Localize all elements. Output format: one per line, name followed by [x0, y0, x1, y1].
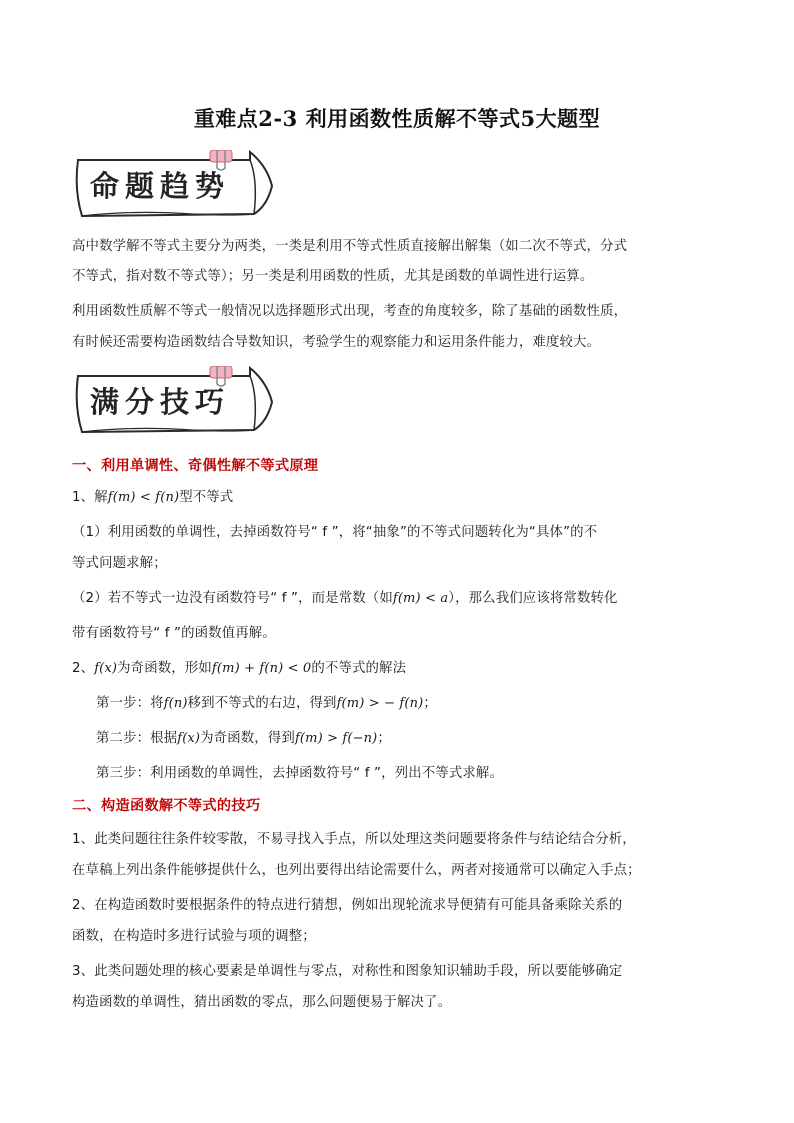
skills-banner: [72, 366, 282, 438]
step1-a: 第一步：将: [96, 696, 164, 711]
section2-heading: 二、构造函数解不等式的技巧: [72, 798, 261, 814]
section1-step2: [96, 724, 752, 754]
section1-step1: [96, 689, 752, 719]
step2-a: 第二步：根据: [96, 731, 178, 746]
sub2-math: f(m) < a: [392, 591, 449, 606]
section1-heading: 一、利用单调性、奇偶性解不等式原理: [72, 458, 319, 474]
step1-c: ；: [423, 696, 437, 711]
step1-math1: f(n): [163, 696, 188, 711]
intro-p2-line2: 有时候还需要构造函数结合导数知识，考验学生的观察能力和运用条件能力，难度较大。: [72, 335, 601, 350]
section1-sub2-line2: 带有函数符号“ f ”的函数值再解。: [72, 626, 276, 641]
skills-banner-label: 满分技巧: [90, 385, 231, 419]
section2-p3-line2: 构造函数的单调性，猜出函数的零点，那么问题便易于解决了。: [72, 995, 452, 1010]
item1-suffix: 型不等式: [179, 490, 234, 505]
item2-mid: 为奇函数，形如: [117, 661, 212, 676]
section1-sub1-line2: 等式问题求解；: [72, 556, 167, 571]
item2-math1: f(x): [94, 661, 118, 676]
sub2-text-a: （2）若不等式一边没有函数符号“ f ”，而是常数（如: [72, 591, 393, 606]
section1-step3: 第三步：利用函数的单调性，去掉函数符号“ f ”，列出不等式求解。: [96, 766, 503, 781]
item2-suffix: 的不等式的解法: [311, 661, 407, 676]
section2-p2-line1: 2、在构造函数时要根据条件的特点进行猜想，例如出现轮流求导便猜有可能具备乘除关系的: [72, 898, 623, 913]
trend-banner-label: 命题趋势: [90, 169, 231, 203]
section2-p2-line2: 函数，在构造时多进行试验与项的调整；: [72, 929, 316, 944]
section1-item1: [72, 483, 728, 513]
page-title: 重难点2-3 利用函数性质解不等式5大题型: [193, 106, 601, 131]
section1-sub1-line1: （1）利用函数的单调性，去掉函数符号“ f ”，将“抽象”的不等式问题转化为“具体”的不: [72, 525, 598, 540]
step1-b: 移到不等式的右边，得到: [187, 696, 337, 711]
section1-sub2-line1: [72, 584, 728, 614]
section1-item2: [72, 654, 728, 684]
step2-c: ；: [377, 731, 391, 746]
step2-math1: f(x): [177, 731, 201, 746]
item2-prefix: 2、: [72, 661, 95, 676]
section2-p1-line1: 1、此类问题往往条件较零散，不易寻找入手点，所以处理这类问题要将条件与结论结合分析，: [72, 832, 636, 847]
item2-math2: f(m) + f(n) < 0: [211, 661, 312, 676]
section2-p1-line2: 在草稿上列出条件能够提供什么，也列出要得出结论需要什么，两者对接通常可以确定入手点；: [72, 863, 641, 878]
item1-math: f(m) < f(n): [107, 490, 180, 505]
intro-p1-line2: 不等式，指对数不等式等）；另一类是利用函数的性质，尤其是函数的单调性进行运算。: [72, 269, 594, 284]
section2-p3-line1: 3、此类问题处理的核心要素是单调性与零点，对称性和图象知识辅助手段，所以要能够确定: [72, 964, 623, 979]
step2-math2: f(m) > f(−n): [294, 731, 378, 746]
sub2-text-b: ），那么我们应该将常数转化: [448, 591, 618, 606]
intro-p2-line1: 利用函数性质解不等式一般情况以选择题形式出现，考查的角度较多，除了基础的函数性质，: [72, 304, 628, 319]
item1-prefix: 1、解: [72, 490, 108, 505]
step2-b: 为奇函数，得到: [200, 731, 295, 746]
trend-banner: [72, 150, 282, 222]
intro-p1-line1: 高中数学解不等式主要分为两类，一类是利用不等式性质直接解出解集（如二次不等式，分式: [72, 239, 628, 254]
step1-math2: f(m) > − f(n): [336, 696, 424, 711]
